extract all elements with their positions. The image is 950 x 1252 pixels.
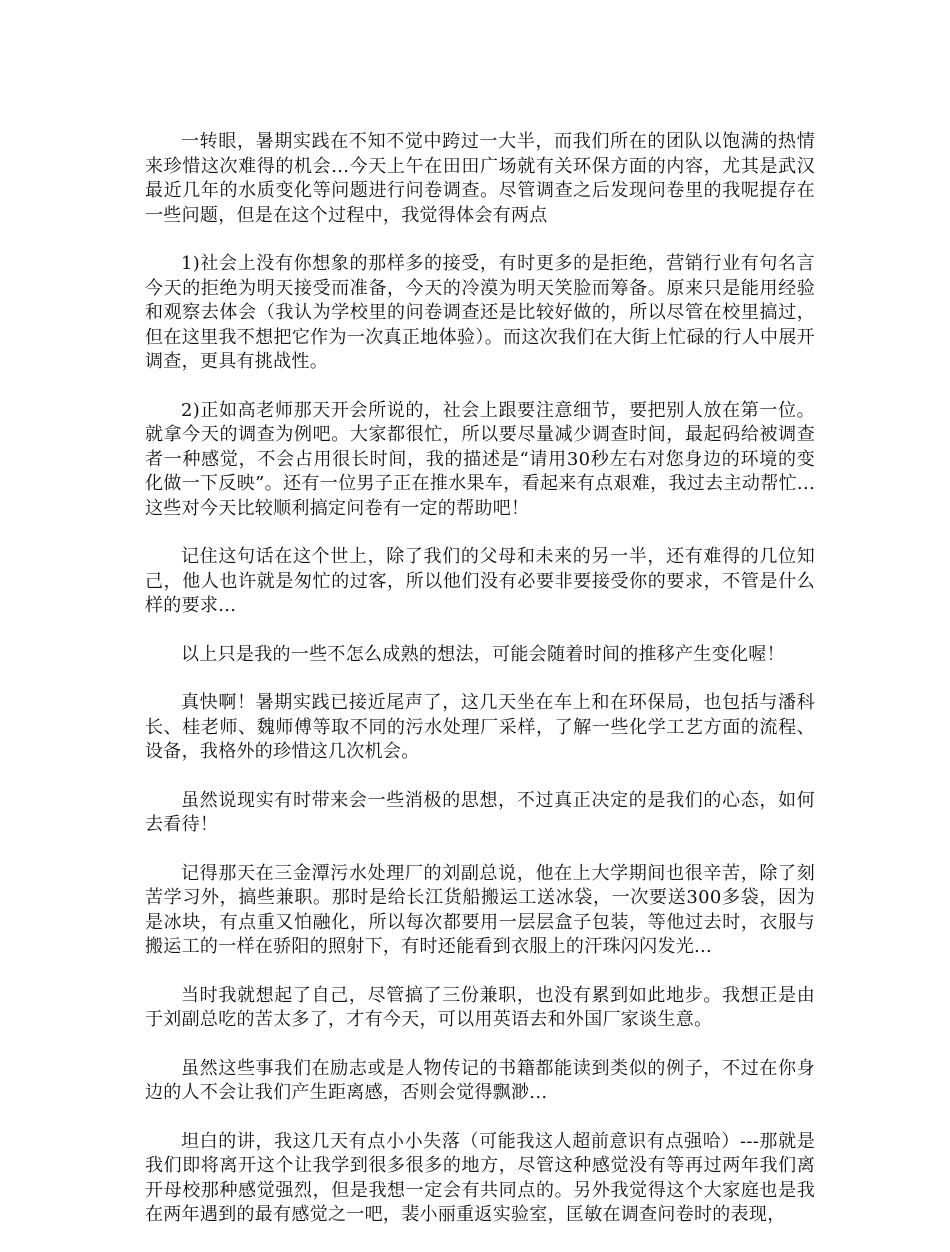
paragraph-8: 记得那天在三金潭污水处理厂的刘副总说，他在上大学期间也很辛苦，除了刻苦学习外，搞些兼职。那时是给长江货船搬运工送冰袋，一次要送300多袋，因为是冰块，有点重又怕融化，所以每次都要用一层层盒子包装，等他过去时，衣服与搬运工的一样在骄阳的照射下，有时还能看到衣服上的汗珠闪闪发光... [145, 862, 815, 957]
paragraph-2: 1)社会上没有你想象的那样多的接受，有时更多的是拒绝，营销行业有句名言今天的拒绝为明天接受而准备，今天的冷漠为明天笑脸而筹备。原来只是能用经验和观察去体会（我认为学校里的问卷调查还是比较好做的，所以尽管在校里搞过，但在这里我不想把它作为一次真正地体验）。而这次我们在大街上忙碌的行人中展开调查，更具有挑战性。 [145, 253, 815, 372]
paragraph-3: 2)正如高老师那天开会所说的，社会上跟要注意细节，要把别人放在第一位。就拿今天的调查为例吧。大家都很忙，所以要尽量减少调查时间，最起码给被调查者一种感觉，不会占用很长时间，我的描述是“请用30秒左右对您身边的环境的变化做一下反映”。还有一位男子正在推水果车，看起来有点艰难，我过去主动帮忙...这些对今天比较顺利搞定问卷有一定的帮助吧！ [145, 399, 815, 519]
paragraph-10: 虽然这些事我们在励志或是人物传记的书籍都能读到类似的例子，不过在你身边的人不会让我们产生距离感，否则会觉得飘渺... [145, 1057, 815, 1103]
paragraph-5: 以上只是我的一些不怎么成熟的想法，可能会随着时间的推移产生变化喔！ [181, 643, 785, 665]
paragraph-6: 真快啊！暑期实践已接近尾声了，这几天坐在车上和在环保局，也包括与潘科长、桂老师、魏师傅等取不同的污水处理厂采样，了解一些化学工艺方面的流程、设备，我格外的珍惜这几次机会。 [145, 692, 815, 762]
document-body [145, 130, 815, 1252]
paragraph-1: 一转眼，暑期实践在不知不觉中跨过一大半，而我们所在的团队以饱满的热情来珍惜这次难得的机会...今天上午在田田广场就有关环保方面的内容，尤其是武汉最近几年的水质变化等问题进行问卷调查。尽管调查之后发现问卷里的我呢提存在一些问题，但是在这个过程中，我觉得体会有两点 [145, 131, 815, 226]
paragraph-9: 当时我就想起了自己，尽管搞了三份兼职，也没有累到如此地步。我想正是由于刘副总吃的苦太多了，才有今天，可以用英语去和外国厂家谈生意。 [145, 984, 815, 1030]
paragraph-11: 坦白的讲，我这几天有点小小失落（可能我这人超前意识有点强哈）---那就是我们即将离开这个让我学到很多很多的地方，尽管这种感觉没有等再过两年我们离开母校那种感觉强烈，但是我想一定会有共同点的。另外我觉得这个大家庭也是我在两年遇到的最有感觉之一吧，裴小丽重返实验室，匡敏在调查问卷时的表现， [145, 1130, 815, 1225]
paragraph-4: 记住这句话在这个世上，除了我们的父母和未来的另一半，还有难得的几位知己，他人也许就是匆忙的过客，所以他们没有必要非要接受你的要求，不管是什么样的要求... [145, 546, 815, 616]
paragraph-7: 虽然说现实有时带来会一些消极的思想，不过真正决定的是我们的心态，如何去看待！ [145, 789, 815, 835]
